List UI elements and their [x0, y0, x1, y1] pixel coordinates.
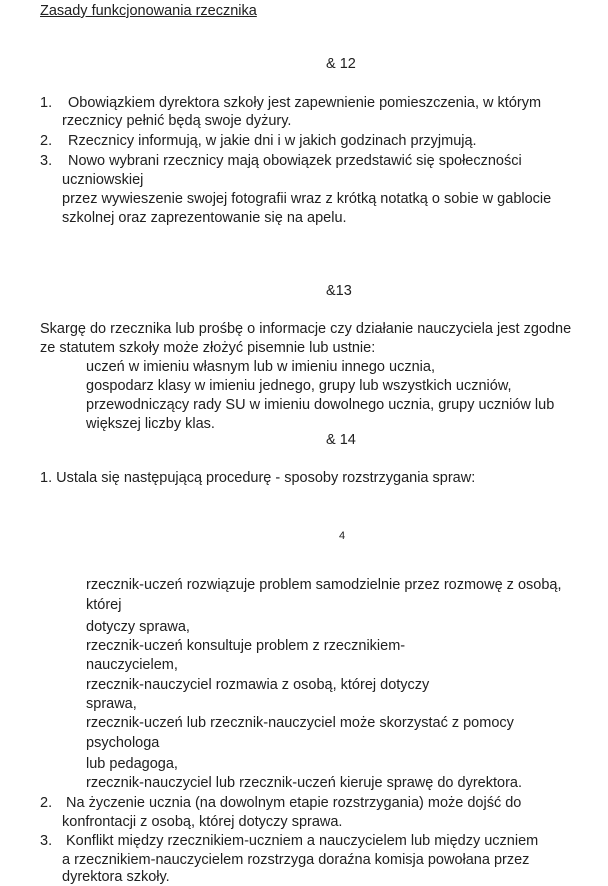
- procedure-step-1-line1: rzecznik-uczeń rozwiązuje problem samodzielnie przez rozmowę z osobą,: [86, 577, 562, 593]
- s12-item3-line1: Nowo wybrani rzecznicy mają obowiązek przedstawić się społeczności: [68, 153, 522, 169]
- procedure-step-4-line1: rzecznik-uczeń lub rzecznik-nauczyciel może skorzystać z pomocy: [86, 715, 514, 731]
- s14-item2-line2: konfrontacji z osobą, której dotyczy sprawa.: [62, 814, 343, 830]
- item-number: 2.: [40, 133, 53, 149]
- procedure-step-4-line2: psychologa: [86, 735, 160, 751]
- section-13-heading: &13: [326, 283, 352, 299]
- procedure-step-2-line2: nauczycielem,: [86, 657, 178, 673]
- s12-item1-line1: Obowiązkiem dyrektora szkoły jest zapewnienie pomieszczenia, w którym: [68, 95, 542, 111]
- section-12-heading: & 12: [326, 56, 356, 72]
- item-number: 3.: [40, 153, 53, 169]
- s13-entitled-1: uczeń w imieniu własnym lub w imieniu innego ucznia,: [86, 359, 435, 375]
- item-number: 3.: [40, 833, 53, 849]
- s12-item3-line3: przez wywieszenie swojej fotografii wraz z krótką notatką o sobie w gablocie: [62, 191, 552, 207]
- procedure-step-2-line1: rzecznik-uczeń konsultuje problem z rzecznikiem-: [86, 638, 406, 654]
- procedure-step-3-line1: rzecznik-nauczyciel rozmawia z osobą, której dotyczy: [86, 677, 430, 693]
- page-number: 4: [339, 530, 346, 542]
- item-number: 2.: [40, 795, 53, 811]
- section-14-heading: & 14: [326, 432, 356, 448]
- s14-item2-line1: Na życzenie ucznia (na dowolnym etapie rozstrzygania) może dojść do: [66, 795, 522, 811]
- document-title: Zasady funkcjonowania rzecznika: [40, 3, 257, 19]
- s12-item2-line1: Rzecznicy informują, w jakie dni i w jakich godzinach przyjmują.: [68, 133, 477, 149]
- s14-item3-line1: Konflikt między rzecznikiem-uczniem a nauczycielem lub między uczniem: [66, 833, 539, 849]
- s13-entitled-2: gospodarz klasy w imieniu jednego, grupy lub wszystkich uczniów,: [86, 378, 512, 394]
- s13-entitled-3-line1: przewodniczący rady SU w imieniu dowolnego ucznia, grupy uczniów lub: [86, 397, 555, 413]
- s13-intro-line2: ze statutem szkoły może złożyć pisemnie lub ustnie:: [40, 340, 376, 356]
- procedure-step-1-line2: której: [86, 597, 122, 613]
- s12-item3-line4: szkolnej oraz zaprezentowanie się na apelu.: [62, 210, 347, 226]
- s13-intro-line1: Skargę do rzecznika lub prośbę o informacje czy działanie nauczyciela jest zgodne: [40, 321, 572, 337]
- s12-item1-line2: rzecznicy pełnić będą swoje dyżury.: [62, 113, 292, 129]
- s14-item3-line3: dyrektora szkoły.: [62, 869, 170, 885]
- s14-item3-line2: a rzecznikiem-nauczycielem rozstrzyga doraźna komisja powołana przez: [62, 852, 530, 868]
- s12-item3-line2: uczniowskiej: [62, 172, 144, 188]
- procedure-step-5-line1: rzecznik-nauczyciel lub rzecznik-uczeń kieruje sprawę do dyrektora.: [86, 775, 522, 791]
- item-number: 1.: [40, 95, 53, 111]
- s14-item1: 1. Ustala się następującą procedurę - sposoby rozstrzygania spraw:: [40, 470, 476, 486]
- s13-entitled-3-line2: większej liczby klas.: [86, 416, 215, 432]
- procedure-step-4-line3: lub pedagoga,: [86, 756, 178, 772]
- procedure-step-1-line3: dotyczy sprawa,: [86, 619, 190, 635]
- procedure-step-3-line2: sprawa,: [86, 696, 137, 712]
